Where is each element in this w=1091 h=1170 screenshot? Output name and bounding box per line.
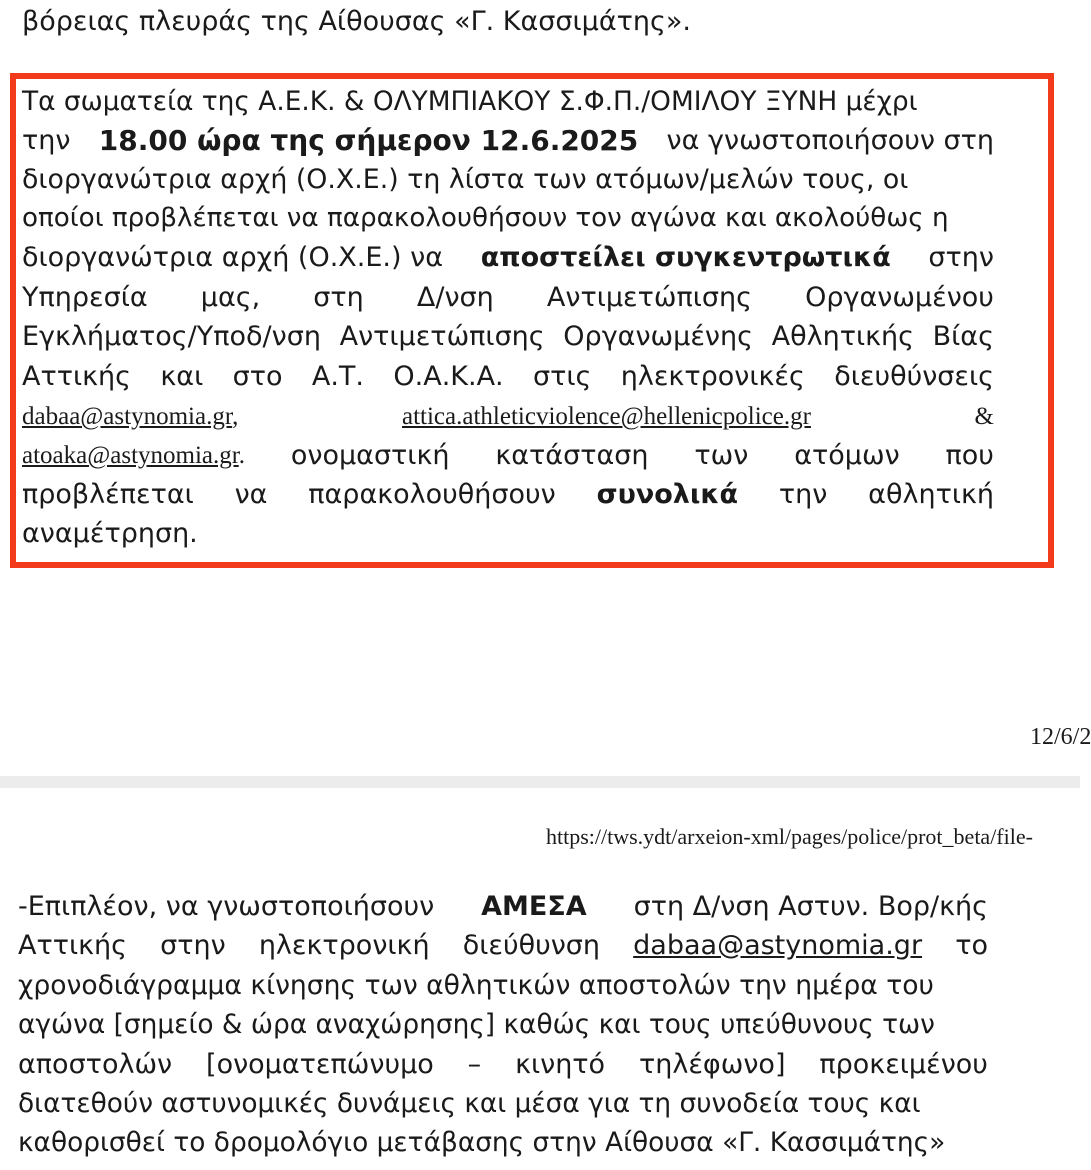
word: κατάσταση [495,440,649,471]
word: προκειμένου [819,1049,988,1080]
text-span: διοργανώτρια αρχή (Ο.Χ.Ε.) να [22,242,452,273]
word: στη [313,282,364,313]
word: Βίας [932,321,994,352]
word: Αττικής [18,930,127,961]
word: Ο.Α.Κ.Α. [393,361,504,392]
paragraph1-line-8 [22,357,994,396]
word: το [955,930,988,961]
word: τηλέφωνο] [638,1049,786,1080]
word: την [778,479,828,510]
paragraph1-line-11 [22,475,994,514]
paragraph2-line-1 [18,887,988,926]
word: στην [160,930,226,961]
immediately-bold: ΑΜΕΣΑ [481,891,587,922]
paragraph1-line-4: οποίοι προβλέπεται να παρακολουθήσουν τον αγώνα και ακολούθως η [22,203,949,233]
word: Εγκλήματος/Υποδ/νση [22,321,321,352]
word: ατόμων [794,440,900,471]
text-span: -Επιπλέον, να γνωστοποιήσουν [18,891,443,922]
page-footer-date: 12/6/2 [1030,724,1091,750]
paragraph1-line-6 [22,278,994,317]
email-link-dabaa-2[interactable]: dabaa@astynomia.gr [633,930,923,961]
paragraph1-line-9 [22,397,994,436]
paragraph2-line-7: καθορισθεί το δρομολόγιο μετάβασης στην Αίθουσα «Γ. Κασσιμάτης» [18,1127,946,1158]
paragraph2-line-5 [18,1045,988,1084]
word: Α.Τ. [311,361,365,392]
paragraph2-line-2 [18,926,988,965]
word: που [945,440,994,471]
word: – [467,1049,482,1080]
word: και [160,361,204,392]
paragraph2-line-3: χρονοδιάγραμμα κίνησης των αθλητικών αποστολών την ημέρα του [18,970,934,1001]
paragraph1-line-2 [22,121,994,160]
paragraph1-line-5 [22,238,994,277]
word: αποστολών [18,1049,173,1080]
page-header-url: https://tws.ydt/arxeion-xml/pages/police/prot_beta/file- [546,824,1033,849]
text-span: στην [919,242,994,273]
ampersand: & [974,403,994,430]
word: Αντιμετώπισης [546,282,752,313]
email-link-athletic-violence[interactable]: attica.athleticviolence@hellenicpolice.gr [402,403,811,430]
word: [ονοματεπώνυμο [206,1049,434,1080]
word: αθλητική [868,479,994,510]
word: Υπηρεσία [22,282,148,313]
word: Αντιμετώπισης [339,321,545,352]
paragraph1-line-7 [22,317,994,356]
paragraph2-line-4: αγώνα [σημείο & ώρα αναχώρησης] καθώς και τους υπεύθυνους των [18,1009,935,1040]
word: των [694,440,749,471]
word: προβλέπεται [22,479,194,510]
word: Αθλητικής [771,321,914,352]
text-span: την [22,125,80,156]
word: να [234,479,268,510]
separator: . [238,442,245,469]
word: Δ/νση [416,282,494,313]
word: ονομαστική [290,440,450,471]
word: κινητό [515,1049,606,1080]
paragraph1-line-1: Τα σωματεία της Α.Ε.Κ. & ΟΛΥΜΠΙΑΚΟΥ Σ.Φ.Π./ΟΜΙΛΟΥ ΞΥΝΗ μέχρι [22,86,918,117]
separator: , [232,403,239,430]
text-span: στη Δ/νση Αστυν. Βορ/κής [625,891,988,922]
paragraph1-line-10 [22,436,994,475]
paragraph2-line-6: διατεθούν αστυνομικές δυνάμεις και μέσα για τη συνοδεία τους και [18,1088,921,1119]
word: στο [232,361,283,392]
paragraph1-line-12: αναμέτρηση. [22,518,198,549]
email-link-atoaka[interactable]: atoaka@astynomia.gr [22,442,239,469]
word: διευθύνσεις [834,361,994,392]
word: ηλεκτρονική [258,930,430,961]
paragraph1-line-3: διοργανώτρια αρχή (Ο.Χ.Ε.) τη λίστα των ατόμων/μελών τους, οι [22,164,909,195]
email-link-dabaa[interactable]: dabaa@astynomia.gr [22,403,233,430]
word: παρακολουθήσουν [308,479,556,510]
word: Αττικής [22,361,131,392]
word: Οργανωμένου [805,282,994,313]
word: Οργανωμένης [563,321,753,352]
collectively-bold: συνολικά [596,479,739,510]
top-text-line: βόρειας πλευράς της Αίθουσας «Γ. Κασσιμάτης». [22,6,691,37]
word: μας, [200,282,261,313]
text-span: να γνωστοποιήσουν στη [657,125,994,156]
word: ηλεκτρονικές [620,361,805,392]
page-separator [0,776,1080,788]
deadline-bold: 18.00 ώρα της σήμερον 12.6.2025 [98,124,639,157]
send-collectively-bold: αποστείλει συγκεντρωτικά [480,242,891,273]
word: στις [533,361,592,392]
word: διεύθυνση [462,930,601,961]
